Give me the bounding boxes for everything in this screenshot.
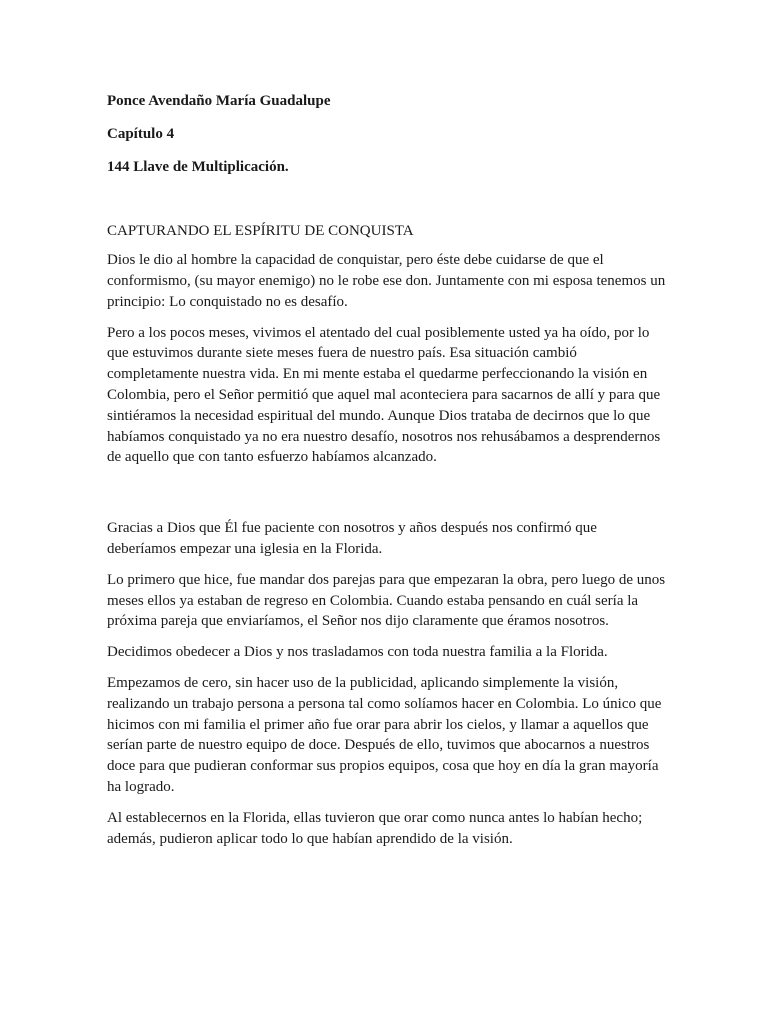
paragraph: Lo primero que hice, fue mandar dos parejas para que empezaran la obra, pero luego de unos meses ellos ya estaban de regreso en Colombia. Cuando estaba pensando en cuál sería la próxima pareja que enviaríamos, el Señor nos dijo claramente que éramos nosotros.	[107, 571, 666, 630]
document-page	[107, 91, 667, 859]
paragraph: Gracias a Dios que Él fue paciente con nosotros y años después nos confirmó que deberíamos empezar una iglesia en la Florida.	[107, 520, 597, 557]
paragraph: Pero a los pocos meses, vivimos el atentado del cual posiblemente usted ya ha oído, por lo que estuvimos durante siete meses fuera de nuestro país. Esa situación cambió completamente nuestra vida. En mi mente estaba el quedarme perfeccionando la visión en Colombia, pero el Señor permitió que aquel mal aconteciera para sacarnos de allí y para que sintiéramos la necesidad espiritual del mundo. Aunque Dios trataba de decirnos que lo que habíamos conquistado ya no era nuestro desafío, nosotros nos rehusábamos a desprendernos de aquello que con tanto esfuerzo habíamos alcanzado.	[107, 324, 661, 466]
paragraph: Decidimos obedecer a Dios y nos trasladamos con toda nuestra familia a la Florida.	[107, 644, 608, 661]
section-subtitle: 144 Llave de Multiplicación.	[107, 158, 289, 175]
paragraph: Dios le dio al hombre la capacidad de conquistar, pero éste debe cuidarse de que el conformismo, (su mayor enemigo) no le robe ese don. Juntamente con mi esposa tenemos un principio: Lo conquistado no es desafío.	[107, 252, 666, 310]
paragraph: Empezamos de cero, sin hacer uso de la publicidad, aplicando simplemente la visión, realizando un trabajo persona a persona tal como solíamos hacer en Colombia. Lo único que hicimos con mi familia el primer año fue orar para abrir los cielos, y llamar a aquellos que serían parte de nuestro equipo de doce. Después de ello, tuvimos que abocarnos a nuestros doce para que pudieran conformar sus propios equipos, cosa que hoy en día la gran mayoría ha logrado.	[107, 674, 662, 795]
author-name: Ponce Avendaño María Guadalupe	[107, 93, 331, 109]
section-heading: CAPTURANDO EL ESPÍRITU DE CONQUISTA	[107, 223, 414, 240]
paragraph: Al establecernos en la Florida, ellas tuvieron que orar como nunca antes lo habían hecho; además, pudieron aplicar todo lo que habían aprendido de la visión.	[107, 809, 643, 847]
chapter-label: Capítulo 4	[107, 125, 175, 142]
